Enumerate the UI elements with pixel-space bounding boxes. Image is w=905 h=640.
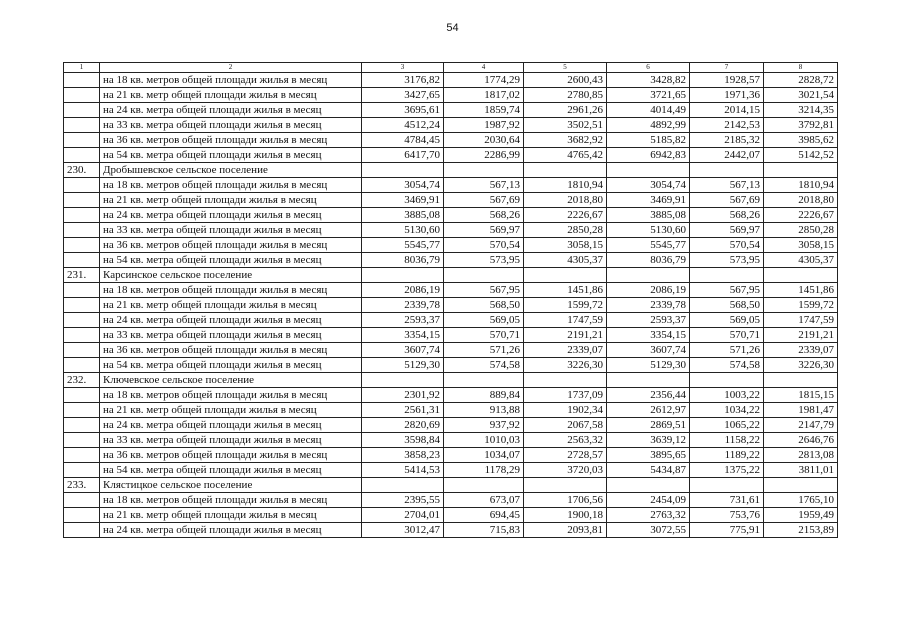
row-description: на 18 кв. метров общей площади жилья в месяц xyxy=(100,73,362,88)
value-cell: 1599,72 xyxy=(524,298,607,313)
value-cell: 1034,07 xyxy=(444,448,524,463)
value-cell: 568,50 xyxy=(690,298,764,313)
empty-cell xyxy=(444,373,524,388)
value-cell: 2612,97 xyxy=(607,403,690,418)
value-cell: 1178,29 xyxy=(444,463,524,478)
value-cell: 3214,35 xyxy=(764,103,838,118)
value-cell: 1765,10 xyxy=(764,493,838,508)
row-description: на 33 кв. метра общей площади жилья в месяц xyxy=(100,328,362,343)
page-number: 54 xyxy=(446,22,459,34)
row-description: на 24 кв. метра общей площади жилья в месяц xyxy=(100,103,362,118)
section-row xyxy=(64,268,838,283)
value-cell: 567,69 xyxy=(444,193,524,208)
value-cell: 1034,22 xyxy=(690,403,764,418)
empty-cell xyxy=(362,478,444,493)
table-row xyxy=(64,463,838,478)
empty-cell xyxy=(362,373,444,388)
table-row xyxy=(64,418,838,433)
value-cell: 1010,03 xyxy=(444,433,524,448)
value-cell: 568,26 xyxy=(444,208,524,223)
value-cell: 2153,89 xyxy=(764,523,838,538)
section-number: 231. xyxy=(64,268,100,283)
value-cell: 3885,08 xyxy=(362,208,444,223)
value-cell: 571,26 xyxy=(690,343,764,358)
section-number: 233. xyxy=(64,478,100,493)
value-cell: 2356,44 xyxy=(607,388,690,403)
column-header: 2 xyxy=(100,63,362,73)
empty-cell xyxy=(64,313,100,328)
value-cell: 3226,30 xyxy=(764,358,838,373)
value-cell: 1747,59 xyxy=(524,313,607,328)
empty-cell xyxy=(64,358,100,373)
empty-cell xyxy=(362,268,444,283)
row-description: на 24 кв. метра общей площади жилья в месяц xyxy=(100,208,362,223)
value-cell: 570,71 xyxy=(444,328,524,343)
empty-cell xyxy=(607,478,690,493)
column-header: 7 xyxy=(690,63,764,73)
column-header: 6 xyxy=(607,63,690,73)
empty-cell xyxy=(64,118,100,133)
empty-cell xyxy=(64,448,100,463)
value-cell: 570,71 xyxy=(690,328,764,343)
value-cell: 574,58 xyxy=(690,358,764,373)
value-cell: 3054,74 xyxy=(607,178,690,193)
value-cell: 573,95 xyxy=(690,253,764,268)
value-cell: 3469,91 xyxy=(362,193,444,208)
value-cell: 3054,74 xyxy=(362,178,444,193)
value-cell: 2454,09 xyxy=(607,493,690,508)
table-row xyxy=(64,88,838,103)
value-cell: 2086,19 xyxy=(362,283,444,298)
value-cell: 4512,24 xyxy=(362,118,444,133)
section-row xyxy=(64,373,838,388)
value-cell: 2226,67 xyxy=(524,208,607,223)
value-cell: 2286,99 xyxy=(444,148,524,163)
value-cell: 5545,77 xyxy=(607,238,690,253)
empty-cell xyxy=(64,103,100,118)
value-cell: 1375,22 xyxy=(690,463,764,478)
empty-cell xyxy=(64,493,100,508)
row-description: на 24 кв. метра общей площади жилья в месяц xyxy=(100,418,362,433)
value-cell: 2339,07 xyxy=(524,343,607,358)
value-cell: 573,95 xyxy=(444,253,524,268)
value-cell: 2646,76 xyxy=(764,433,838,448)
value-cell: 2704,01 xyxy=(362,508,444,523)
value-cell: 2593,37 xyxy=(362,313,444,328)
value-cell: 567,95 xyxy=(444,283,524,298)
value-cell: 2147,79 xyxy=(764,418,838,433)
value-cell: 694,45 xyxy=(444,508,524,523)
empty-cell xyxy=(444,268,524,283)
row-description: на 54 кв. метра общей площади жилья в месяц xyxy=(100,253,362,268)
row-description: на 36 кв. метров общей площади жилья в месяц xyxy=(100,343,362,358)
row-description: на 33 кв. метра общей площади жилья в месяц xyxy=(100,118,362,133)
empty-cell xyxy=(764,163,838,178)
empty-cell xyxy=(607,268,690,283)
value-cell: 1810,94 xyxy=(524,178,607,193)
empty-cell xyxy=(64,148,100,163)
empty-cell xyxy=(64,208,100,223)
value-cell: 2301,92 xyxy=(362,388,444,403)
value-cell: 2869,51 xyxy=(607,418,690,433)
value-cell: 1747,59 xyxy=(764,313,838,328)
value-cell: 568,50 xyxy=(444,298,524,313)
value-cell: 8036,79 xyxy=(607,253,690,268)
value-cell: 1737,09 xyxy=(524,388,607,403)
table-row xyxy=(64,73,838,88)
value-cell: 3720,03 xyxy=(524,463,607,478)
value-cell: 2813,08 xyxy=(764,448,838,463)
column-header: 5 xyxy=(524,63,607,73)
empty-cell xyxy=(64,433,100,448)
value-cell: 753,76 xyxy=(690,508,764,523)
empty-cell xyxy=(64,178,100,193)
empty-cell xyxy=(64,343,100,358)
table-row xyxy=(64,388,838,403)
table-row xyxy=(64,493,838,508)
empty-cell xyxy=(362,163,444,178)
empty-cell xyxy=(64,73,100,88)
value-cell: 3427,65 xyxy=(362,88,444,103)
value-cell: 3811,01 xyxy=(764,463,838,478)
empty-cell xyxy=(64,238,100,253)
row-description: на 24 кв. метра общей площади жилья в месяц xyxy=(100,313,362,328)
table-row xyxy=(64,433,838,448)
value-cell: 5129,30 xyxy=(362,358,444,373)
value-cell: 5414,53 xyxy=(362,463,444,478)
value-cell: 1599,72 xyxy=(764,298,838,313)
value-cell: 5434,87 xyxy=(607,463,690,478)
empty-cell xyxy=(64,133,100,148)
row-description: на 21 кв. метр общей площади жилья в месяц xyxy=(100,403,362,418)
value-cell: 2226,67 xyxy=(764,208,838,223)
value-cell: 3607,74 xyxy=(362,343,444,358)
value-cell: 567,13 xyxy=(690,178,764,193)
value-cell: 3502,51 xyxy=(524,118,607,133)
value-cell: 570,54 xyxy=(444,238,524,253)
row-description: на 33 кв. метра общей площади жилья в месяц xyxy=(100,433,362,448)
empty-cell xyxy=(524,373,607,388)
row-description: на 54 кв. метра общей площади жилья в месяц xyxy=(100,148,362,163)
value-cell: 4305,37 xyxy=(764,253,838,268)
table-row xyxy=(64,103,838,118)
value-cell: 1817,02 xyxy=(444,88,524,103)
value-cell: 3695,61 xyxy=(362,103,444,118)
table-row xyxy=(64,253,838,268)
empty-cell xyxy=(64,463,100,478)
row-description: на 18 кв. метров общей площади жилья в месяц xyxy=(100,178,362,193)
table-row xyxy=(64,148,838,163)
value-cell: 3598,84 xyxy=(362,433,444,448)
value-cell: 5130,60 xyxy=(362,223,444,238)
row-description: на 21 кв. метр общей площади жилья в месяц xyxy=(100,88,362,103)
empty-cell xyxy=(64,283,100,298)
value-cell: 1158,22 xyxy=(690,433,764,448)
table-body xyxy=(64,63,838,538)
value-cell: 2763,32 xyxy=(607,508,690,523)
value-cell: 2142,53 xyxy=(690,118,764,133)
value-cell: 3354,15 xyxy=(362,328,444,343)
empty-cell xyxy=(764,268,838,283)
row-description: на 18 кв. метров общей площади жилья в месяц xyxy=(100,388,362,403)
value-cell: 4784,45 xyxy=(362,133,444,148)
value-cell: 2600,43 xyxy=(524,73,607,88)
empty-cell xyxy=(444,163,524,178)
value-cell: 5142,52 xyxy=(764,148,838,163)
empty-cell xyxy=(64,193,100,208)
value-cell: 6417,70 xyxy=(362,148,444,163)
table-row xyxy=(64,508,838,523)
row-description: на 36 кв. метров общей площади жилья в месяц xyxy=(100,448,362,463)
value-cell: 937,92 xyxy=(444,418,524,433)
value-cell: 569,97 xyxy=(690,223,764,238)
empty-cell xyxy=(524,268,607,283)
table-row xyxy=(64,448,838,463)
value-cell: 2820,69 xyxy=(362,418,444,433)
section-name: Клястицкое сельское поселение xyxy=(100,478,362,493)
value-cell: 715,83 xyxy=(444,523,524,538)
value-cell: 3354,15 xyxy=(607,328,690,343)
row-description: на 21 кв. метр общей площади жилья в месяц xyxy=(100,298,362,313)
value-cell: 2014,15 xyxy=(690,103,764,118)
table-row xyxy=(64,133,838,148)
row-description: на 36 кв. метров общей площади жилья в месяц xyxy=(100,238,362,253)
empty-cell xyxy=(690,163,764,178)
empty-cell xyxy=(524,478,607,493)
value-cell: 1859,74 xyxy=(444,103,524,118)
empty-cell xyxy=(690,268,764,283)
value-cell: 1987,92 xyxy=(444,118,524,133)
value-cell: 1810,94 xyxy=(764,178,838,193)
section-name: Карсинское сельское поселение xyxy=(100,268,362,283)
column-header: 3 xyxy=(362,63,444,73)
table-row xyxy=(64,523,838,538)
value-cell: 5130,60 xyxy=(607,223,690,238)
value-cell: 3469,91 xyxy=(607,193,690,208)
value-cell: 5185,82 xyxy=(607,133,690,148)
value-cell: 3895,65 xyxy=(607,448,690,463)
table-row xyxy=(64,358,838,373)
table-row xyxy=(64,238,838,253)
value-cell: 1902,34 xyxy=(524,403,607,418)
value-cell: 2030,64 xyxy=(444,133,524,148)
value-cell: 1900,18 xyxy=(524,508,607,523)
empty-cell xyxy=(690,478,764,493)
table-row xyxy=(64,328,838,343)
value-cell: 4765,42 xyxy=(524,148,607,163)
value-cell: 3607,74 xyxy=(607,343,690,358)
value-cell: 567,95 xyxy=(690,283,764,298)
value-cell: 2395,55 xyxy=(362,493,444,508)
value-cell: 913,88 xyxy=(444,403,524,418)
value-cell: 4305,37 xyxy=(524,253,607,268)
value-cell: 567,69 xyxy=(690,193,764,208)
section-name: Ключевское сельское поселение xyxy=(100,373,362,388)
empty-cell xyxy=(64,223,100,238)
row-description: на 24 кв. метра общей площади жилья в месяц xyxy=(100,523,362,538)
table-row xyxy=(64,313,838,328)
value-cell: 2780,85 xyxy=(524,88,607,103)
value-cell: 2850,28 xyxy=(764,223,838,238)
value-cell: 3226,30 xyxy=(524,358,607,373)
value-cell: 3858,23 xyxy=(362,448,444,463)
value-cell: 2850,28 xyxy=(524,223,607,238)
value-cell: 571,26 xyxy=(444,343,524,358)
row-description: на 54 кв. метра общей площади жилья в месяц xyxy=(100,358,362,373)
value-cell: 2086,19 xyxy=(607,283,690,298)
row-description: на 21 кв. метр общей площади жилья в месяц xyxy=(100,193,362,208)
value-cell: 1928,57 xyxy=(690,73,764,88)
value-cell: 2018,80 xyxy=(764,193,838,208)
table-row xyxy=(64,223,838,238)
value-cell: 3058,15 xyxy=(764,238,838,253)
value-cell: 3428,82 xyxy=(607,73,690,88)
empty-cell xyxy=(607,373,690,388)
table-row xyxy=(64,403,838,418)
value-cell: 1065,22 xyxy=(690,418,764,433)
value-cell: 3985,62 xyxy=(764,133,838,148)
empty-cell xyxy=(64,298,100,313)
value-cell: 3058,15 xyxy=(524,238,607,253)
table-row xyxy=(64,193,838,208)
section-number: 232. xyxy=(64,373,100,388)
section-row xyxy=(64,478,838,493)
section-number: 230. xyxy=(64,163,100,178)
value-cell: 673,07 xyxy=(444,493,524,508)
value-cell: 2339,07 xyxy=(764,343,838,358)
value-cell: 2185,32 xyxy=(690,133,764,148)
value-cell: 1003,22 xyxy=(690,388,764,403)
value-cell: 2961,26 xyxy=(524,103,607,118)
table-row xyxy=(64,118,838,133)
empty-cell xyxy=(64,508,100,523)
value-cell: 1981,47 xyxy=(764,403,838,418)
row-description: на 33 кв. метра общей площади жилья в месяц xyxy=(100,223,362,238)
table-row xyxy=(64,283,838,298)
table-row xyxy=(64,343,838,358)
empty-cell xyxy=(444,478,524,493)
value-cell: 2442,07 xyxy=(690,148,764,163)
value-cell: 574,58 xyxy=(444,358,524,373)
value-cell: 568,26 xyxy=(690,208,764,223)
value-cell: 2563,32 xyxy=(524,433,607,448)
value-cell: 6942,83 xyxy=(607,148,690,163)
value-cell: 3885,08 xyxy=(607,208,690,223)
value-cell: 3072,55 xyxy=(607,523,690,538)
value-cell: 4014,49 xyxy=(607,103,690,118)
value-cell: 889,84 xyxy=(444,388,524,403)
value-cell: 731,61 xyxy=(690,493,764,508)
value-cell: 2093,81 xyxy=(524,523,607,538)
tariff-table xyxy=(63,62,838,538)
empty-cell xyxy=(690,373,764,388)
empty-cell xyxy=(64,418,100,433)
value-cell: 1774,29 xyxy=(444,73,524,88)
empty-cell xyxy=(64,523,100,538)
empty-cell xyxy=(64,388,100,403)
value-cell: 567,13 xyxy=(444,178,524,193)
empty-cell xyxy=(64,328,100,343)
column-header: 4 xyxy=(444,63,524,73)
value-cell: 2561,31 xyxy=(362,403,444,418)
value-cell: 5545,77 xyxy=(362,238,444,253)
empty-cell xyxy=(764,478,838,493)
column-header: 1 xyxy=(64,63,100,73)
empty-cell xyxy=(764,373,838,388)
value-cell: 3021,54 xyxy=(764,88,838,103)
value-cell: 3176,82 xyxy=(362,73,444,88)
empty-cell xyxy=(64,253,100,268)
value-cell: 2191,21 xyxy=(764,328,838,343)
value-cell: 3012,47 xyxy=(362,523,444,538)
value-cell: 3639,12 xyxy=(607,433,690,448)
row-description: на 36 кв. метров общей площади жилья в месяц xyxy=(100,133,362,148)
value-cell: 569,05 xyxy=(690,313,764,328)
value-cell: 2828,72 xyxy=(764,73,838,88)
value-cell: 1959,49 xyxy=(764,508,838,523)
value-cell: 2339,78 xyxy=(607,298,690,313)
row-description: на 18 кв. метров общей площади жилья в месяц xyxy=(100,493,362,508)
value-cell: 1451,86 xyxy=(524,283,607,298)
value-cell: 5129,30 xyxy=(607,358,690,373)
table-header-row xyxy=(64,63,838,73)
empty-cell xyxy=(524,163,607,178)
empty-cell xyxy=(607,163,690,178)
empty-cell xyxy=(64,403,100,418)
column-header: 8 xyxy=(764,63,838,73)
value-cell: 2593,37 xyxy=(607,313,690,328)
table-row xyxy=(64,208,838,223)
value-cell: 1815,15 xyxy=(764,388,838,403)
value-cell: 2191,21 xyxy=(524,328,607,343)
value-cell: 569,05 xyxy=(444,313,524,328)
row-description: на 18 кв. метров общей площади жилья в месяц xyxy=(100,283,362,298)
value-cell: 775,91 xyxy=(690,523,764,538)
value-cell: 1706,56 xyxy=(524,493,607,508)
row-description: на 54 кв. метра общей площади жилья в месяц xyxy=(100,463,362,478)
table-row xyxy=(64,298,838,313)
value-cell: 8036,79 xyxy=(362,253,444,268)
value-cell: 1451,86 xyxy=(764,283,838,298)
value-cell: 570,54 xyxy=(690,238,764,253)
value-cell: 1189,22 xyxy=(690,448,764,463)
section-name: Дробышевское сельское поселение xyxy=(100,163,362,178)
value-cell: 3721,65 xyxy=(607,88,690,103)
value-cell: 2067,58 xyxy=(524,418,607,433)
value-cell: 2728,57 xyxy=(524,448,607,463)
value-cell: 569,97 xyxy=(444,223,524,238)
section-row xyxy=(64,163,838,178)
value-cell: 2339,78 xyxy=(362,298,444,313)
row-description: на 21 кв. метр общей площади жилья в месяц xyxy=(100,508,362,523)
empty-cell xyxy=(64,88,100,103)
value-cell: 2018,80 xyxy=(524,193,607,208)
value-cell: 3792,81 xyxy=(764,118,838,133)
value-cell: 3682,92 xyxy=(524,133,607,148)
value-cell: 4892,99 xyxy=(607,118,690,133)
value-cell: 1971,36 xyxy=(690,88,764,103)
table-row xyxy=(64,178,838,193)
